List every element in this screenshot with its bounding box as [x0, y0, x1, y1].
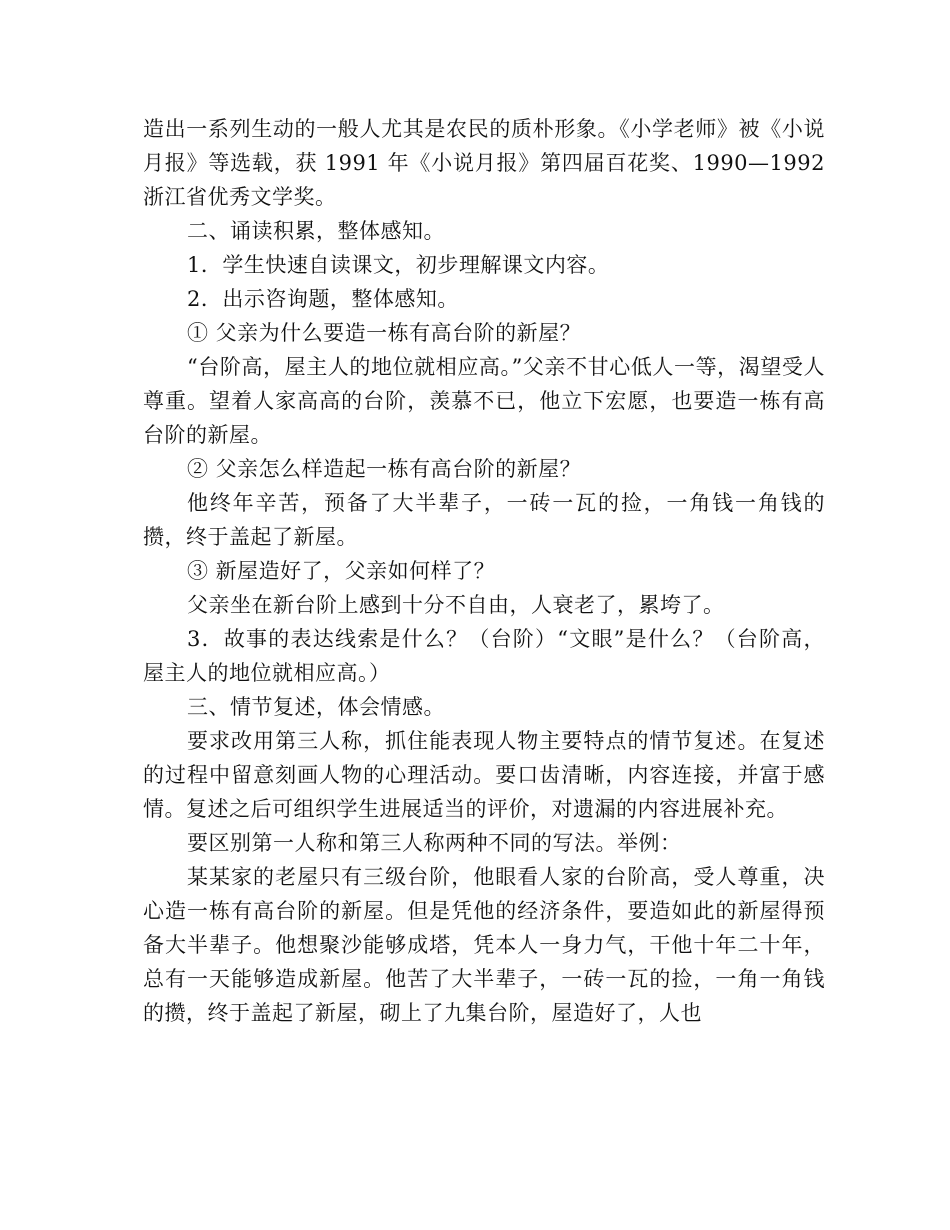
paragraph: 某某家的老屋只有三级台阶，他眼看人家的台阶高，受人尊重，决心造一栋有高台阶的新屋。但是凭他的经济条件，要造如此的新屋得预备大半辈子。他想聚沙能够成塔，凭本人一身力气，干他十年二十年，总有一天能够造成新屋。他苦了大半辈子，一砖一瓦的捡，一角一角钱的攒，终于盖起了新屋，砌上了九集台阶，屋造好了，人也: [143, 865, 825, 1025]
paragraph: 2．出示咨询题，整体感知。: [187, 287, 459, 311]
paragraph: 1．学生快速自读课文，初步理解课文内容。: [187, 253, 610, 277]
paragraph: 3．故事的表达线索是什么？（台阶）“文眼”是什么？（台阶高，屋主人的地位就相应高。）: [143, 627, 825, 685]
question: ③ 新屋造好了，父亲如何样了？: [187, 559, 496, 583]
paragraph: 造出一系列生动的一般人尤其是农民的质朴形象。《小学老师》被《小说月报》等选载，获 1991 年《小说月报》第四届百花奖、1990—1992 浙江省优秀文学奖。: [143, 117, 825, 209]
paragraph: 要求改用第三人称，抓住能表现人物主要特点的情节复述。在复述的过程中留意刻画人物的心理活动。要口齿清晰，内容连接，并富于感情。复述之后可组织学生进展适当的评价，对遗漏的内容进展补充。: [143, 729, 825, 821]
section-heading: 二、诵读积累，整体感知。: [187, 219, 445, 243]
document-body: [143, 112, 825, 1030]
section-heading: 三、情节复述，体会情感。: [187, 695, 445, 719]
answer: “台阶高，屋主人的地位就相应高。”父亲不甘心低人一等，渴望受人尊重。望着人家高高的台阶，羡慕不已，他立下宏愿，也要造一栋有高台阶的新屋。: [143, 355, 825, 447]
paragraph: 要区别第一人称和第三人称两种不同的写法。举例：: [187, 831, 682, 855]
answer: 父亲坐在新台阶上感到十分不自由，人衰老了，累垮了。: [187, 593, 725, 617]
question: ① 父亲为什么要造一栋有高台阶的新屋？: [187, 321, 582, 345]
question: ② 父亲怎么样造起一栋有高台阶的新屋？: [187, 457, 582, 481]
answer: 他终年辛苦，预备了大半辈子，一砖一瓦的捡，一角钱一角钱的攒，终于盖起了新屋。: [143, 491, 825, 549]
